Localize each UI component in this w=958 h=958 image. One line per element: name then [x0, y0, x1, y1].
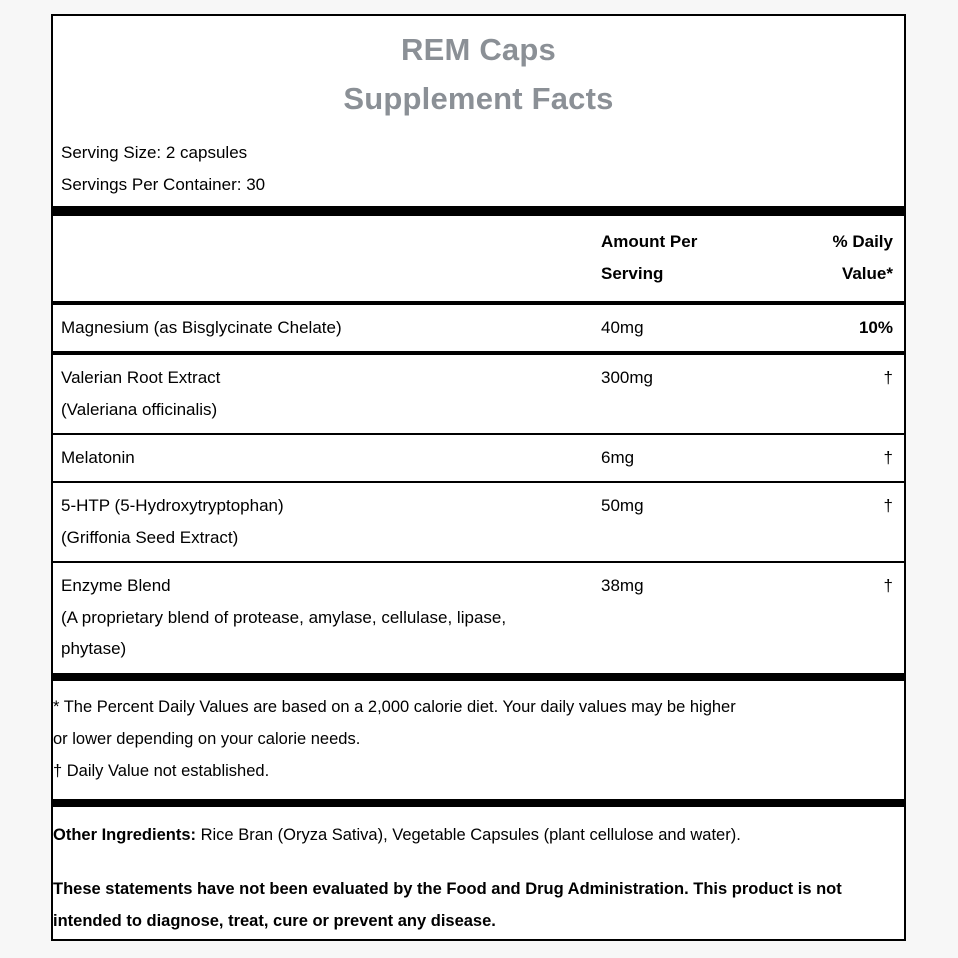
nutrient-name	[61, 362, 601, 425]
nutrient-amount: 6mg	[601, 447, 635, 467]
divider-above-other-ingredients	[53, 799, 904, 807]
nutrient-name	[61, 490, 601, 553]
other-ingredients-block	[53, 807, 904, 941]
serving-size-text: Serving Size: 2 capsules	[61, 143, 248, 163]
nutrient-name-text: Valerian Root Extract	[61, 368, 221, 388]
supplement-facts-title: Supplement Facts	[343, 80, 614, 116]
fda-disclaimer-text: These statements have not been evaluated by the Food and Drug Administration. This product is not intended to diagnose, treat, cure or prevent any disease.	[53, 880, 842, 931]
table-row	[61, 305, 896, 351]
nutrient-name-text: Magnesium (as Bisglycinate Chelate)	[61, 317, 342, 337]
header-dv-line2: Value*	[841, 264, 893, 284]
nutrient-row-wrapper	[53, 563, 904, 672]
nutrient-subname-text: (Valeriana officinalis)	[61, 399, 218, 419]
serving-info-block	[53, 117, 904, 206]
nutrient-amount: 38mg	[601, 576, 644, 596]
other-ingredients-label: Other Ingredients:	[53, 826, 197, 845]
nutrient-amount: 300mg	[601, 368, 653, 388]
nutrient-amount: 50mg	[601, 496, 644, 516]
nutrient-name	[61, 442, 601, 473]
nutrient-name-text: Enzyme Blend	[61, 576, 171, 596]
divider-above-footnotes	[53, 673, 904, 681]
nutrient-row-wrapper	[53, 483, 904, 561]
header-dv-line1: % Daily	[832, 232, 893, 252]
nutrient-daily-value: 10%	[858, 317, 893, 337]
nutrient-row-wrapper	[53, 435, 904, 481]
footnotes-block	[53, 681, 904, 800]
dagger-footnote: † Daily Value not established.	[53, 761, 270, 780]
nutrient-daily-value: †	[883, 576, 893, 596]
header-daily-value-column	[801, 226, 896, 291]
table-header-row	[61, 216, 896, 301]
table-row	[61, 563, 896, 672]
nutrient-amount: 40mg	[601, 317, 644, 337]
nutrient-name-text: Melatonin	[61, 447, 135, 467]
table-row	[61, 483, 896, 561]
brand-title: REM Caps	[401, 32, 556, 67]
nutrient-row-wrapper	[53, 305, 904, 351]
percent-daily-value-footnote-line2: or lower depending on your calorie needs.	[53, 729, 361, 748]
table-row	[61, 355, 896, 433]
other-ingredients-line	[53, 819, 904, 851]
servings-per-container-text: Servings Per Container: 30	[61, 174, 266, 194]
nutrient-name-text: 5-HTP (5-Hydroxytryptophan)	[61, 496, 284, 516]
header-amount-line2: Serving	[601, 264, 664, 284]
percent-daily-value-footnote-line1: * The Percent Daily Values are based on a 2,000 calorie diet. Your daily values may be higher	[53, 697, 736, 716]
nutrient-daily-value: †	[883, 368, 893, 388]
nutrient-name	[61, 312, 601, 343]
header-amount-line1: Amount Per	[601, 232, 698, 252]
table-row	[61, 435, 896, 481]
nutrient-row-wrapper	[53, 355, 904, 433]
supplement-facts-panel	[51, 14, 906, 941]
nutrient-daily-value: †	[883, 447, 893, 467]
label-title-block	[53, 16, 904, 117]
divider-top-thick	[53, 206, 904, 216]
nutrient-subname-text: (Griffonia Seed Extract)	[61, 527, 239, 547]
nutrient-daily-value: †	[883, 496, 893, 516]
nutrient-subname-text: (A proprietary blend of protease, amylase, cellulase, lipase,	[61, 607, 507, 627]
nutrient-name	[61, 570, 601, 664]
header-amount-column	[601, 226, 801, 291]
nutrient-subname2-text: phytase)	[61, 639, 127, 659]
table-header-wrapper	[53, 216, 904, 301]
other-ingredients-text: Rice Bran (Oryza Sativa), Vegetable Capsules (plant cellulose and water).	[196, 826, 741, 845]
